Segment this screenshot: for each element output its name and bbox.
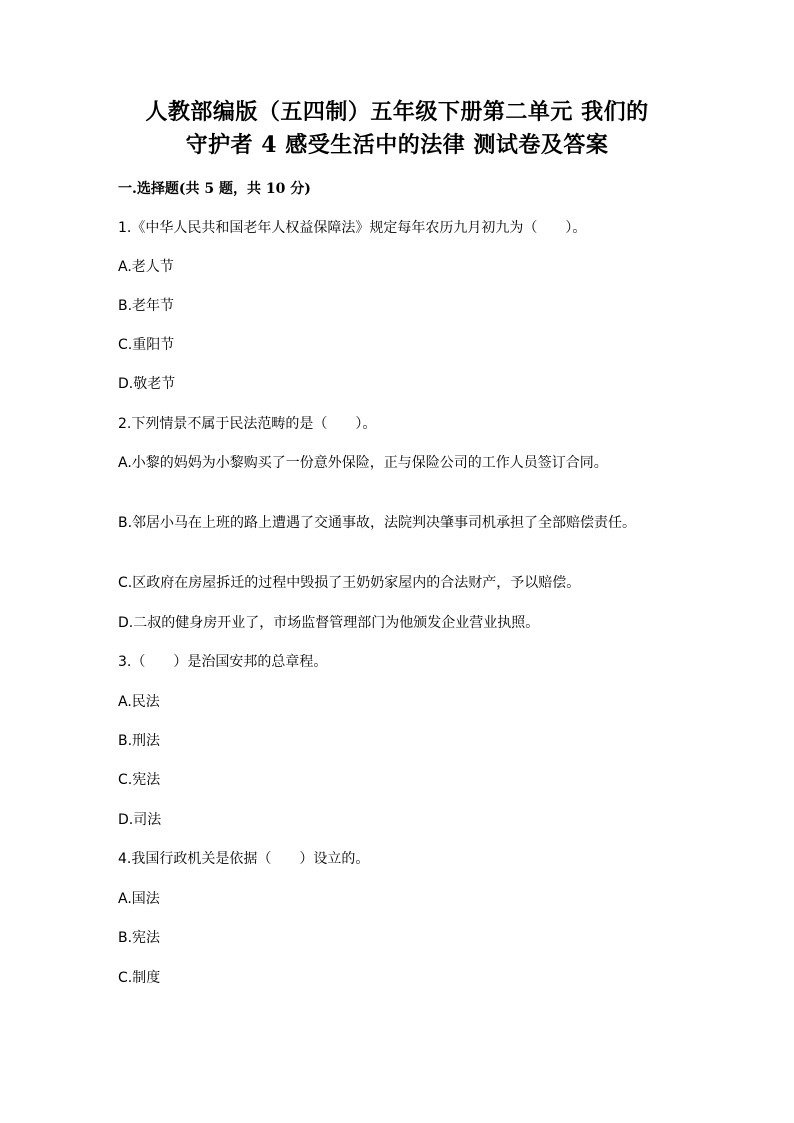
question-4-option-b: B.宪法 [118,930,161,946]
question-1-option-c: C.重阳节 [118,337,175,353]
question-1-stem: 1.《中华人民共和国老年人权益保障法》规定每年农历九月初九为（ ）。 [118,220,587,236]
question-3-option-a: A.民法 [118,694,160,710]
question-1-option-d: D.敬老节 [118,376,176,392]
question-3-option-c: C.宪法 [118,772,161,788]
question-4-option-c: C.制度 [118,970,161,986]
question-2-stem: 2.下列情景不属于民法范畴的是（ ）。 [118,416,377,432]
question-1-option-a: A.老人节 [118,259,174,275]
question-2-option-d: D.二叔的健身房开业了，市场监督管理部门为他颁发企业营业执照。 [118,615,540,631]
question-4-stem: 4.我国行政机关是依据（ ）设立的。 [118,851,370,867]
question-3-stem: 3.（ ）是治国安邦的总章程。 [118,654,328,670]
question-3-option-d: D.司法 [118,812,162,828]
section-heading: 一.选择题(共 5 题，共 10 分) [118,181,311,197]
question-1-option-b: B.老年节 [118,298,175,314]
question-3-option-b: B.刑法 [118,733,161,749]
question-2-option-c: C.区政府在房屋拆迁的过程中毁损了王奶奶家屋内的合法财产，予以赔偿。 [118,575,581,591]
question-4-option-a: A.国法 [118,891,160,907]
question-2-option-a: A.小黎的妈妈为小黎购买了一份意外保险，正与保险公司的工作人员签订合同。 [118,455,608,471]
document-title-line-1: 人教部编版（五四制）五年级下册第二单元 我们的 [145,99,649,125]
document-title-line-2: 守护者 4 感受生活中的法律 测试卷及答案 [185,132,609,158]
question-2-option-b: B.邻居小马在上班的路上遭遇了交通事故，法院判决肇事司机承担了全部赔偿责任。 [118,515,637,531]
